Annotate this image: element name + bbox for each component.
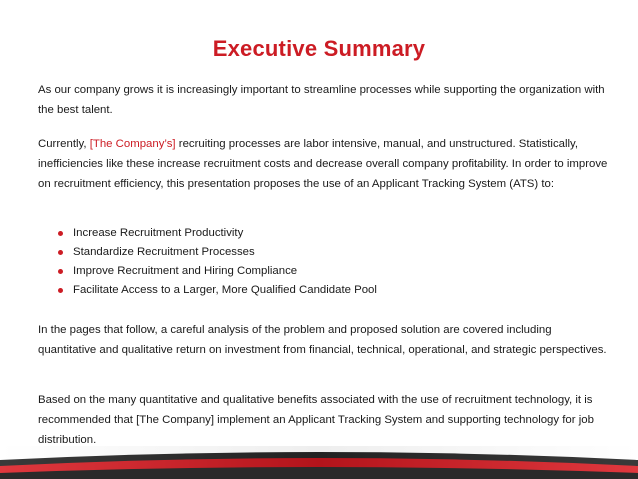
intro-paragraph: As our company grows it is increasingly important to streamline processes while supporting the organization with the best talent.: [38, 84, 605, 116]
slide-title: Executive Summary: [212, 36, 426, 61]
ats-goals-list: [58, 224, 377, 300]
analysis-paragraph: In the pages that follow, a careful analysis of the problem and proposed solution are covered including quantitative and qualitative return on investment from financial, technical, operational, and strategic perspectives.: [38, 324, 607, 356]
footer-swoosh-decoration: [0, 446, 638, 479]
list-item-label: Standardize Recruitment Processes: [73, 246, 255, 258]
list-item-label: Facilitate Access to a Larger, More Qualified Candidate Pool: [73, 284, 377, 296]
list-item: [58, 281, 377, 300]
company-placeholder-highlight: [The Company’s]: [89, 138, 176, 150]
list-item: [58, 224, 377, 243]
list-item-label: Increase Recruitment Productivity: [73, 227, 244, 239]
current-state-rest: recruiting processes are labor intensive, manual, and unstructured. Statistically, inefficiencies like these increase recruitment costs and decrease overall company profitability. In order to improve on recruitment efficiency, this presentation proposes the use of an Applicant Tracking System (ATS) to:: [38, 138, 608, 190]
bullet-icon: [58, 250, 63, 255]
bullet-icon: [58, 231, 63, 236]
recommendation-paragraph: Based on the many quantitative and qualitative benefits associated with the use of recruitment technology, it is recommended that [The Company] implement an Applicant Tracking System and supporting technology for job distribution.: [38, 394, 594, 446]
bullet-icon: [58, 269, 63, 274]
current-state-lead: Currently,: [38, 138, 90, 150]
list-item-label: Improve Recruitment and Hiring Compliance: [73, 265, 298, 277]
list-item: [58, 262, 377, 281]
current-state-paragraph: [38, 134, 608, 194]
list-item: [58, 243, 377, 262]
bullet-icon: [58, 288, 63, 293]
